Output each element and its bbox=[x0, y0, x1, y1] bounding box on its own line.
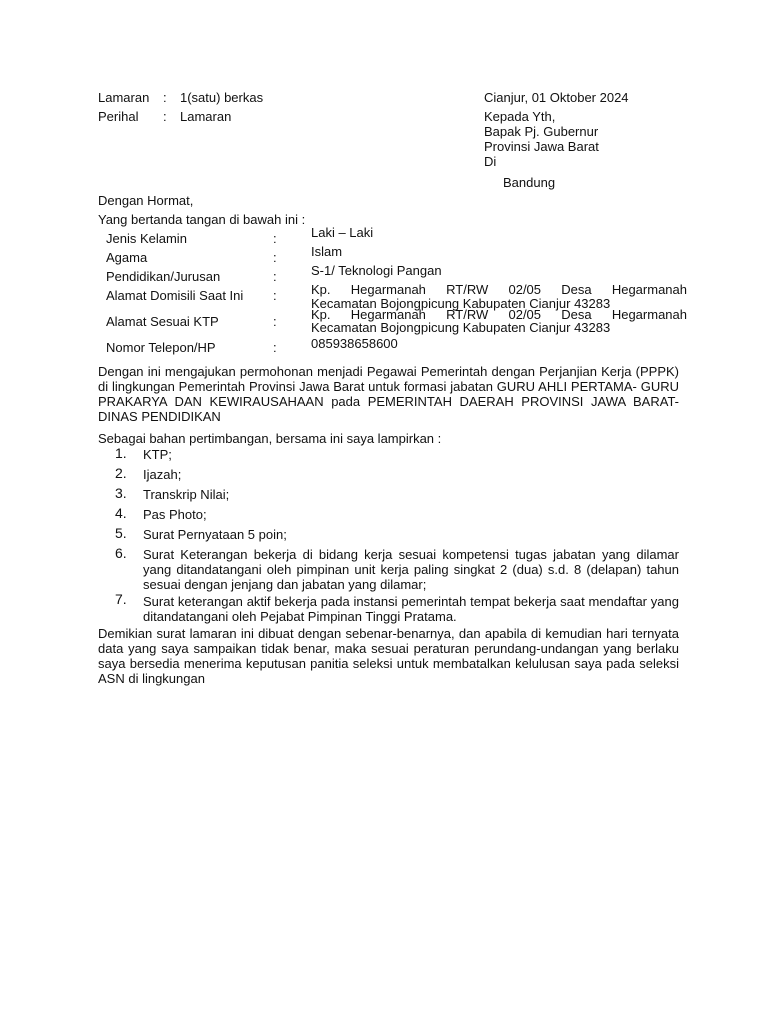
recipient-line: Bapak Pj. Gubernur bbox=[484, 124, 599, 139]
field-label: Jenis Kelamin bbox=[106, 231, 187, 246]
list-text: Pas Photo; bbox=[143, 507, 207, 522]
lamaran-value: 1(satu) berkas bbox=[180, 90, 264, 105]
intro-line: Yang bertanda tangan di bawah ini : bbox=[98, 212, 306, 227]
list-number: 7. bbox=[115, 591, 127, 607]
recipient-line: Di bbox=[484, 154, 497, 169]
field-label: Nomor Telepon/HP bbox=[106, 340, 216, 355]
field-value-line: Kp. Hegarmanah RT/RW 02/05 Desa Hegarmanah bbox=[311, 282, 687, 297]
field-value-line: Kecamatan Bojongpicung Kabupaten Cianjur 43283 bbox=[311, 296, 611, 311]
list-text: Surat keterangan aktif bekerja pada instansi pemerintah tempat bekerja saat mendaftar yang ditandatangani oleh Pejabat Pimpinan Tinggi Pratama. bbox=[143, 594, 679, 624]
body-paragraph: Dengan ini mengajukan permohonan menjadi Pegawai Pemerintah dengan Perjanjian Kerja (PPPK) di lingkungan Pemerintah Provinsi Jawa Barat untuk formasi jabatan GURU AHLI PERTAMA- GURU PRAKARYA DAN KEWIRAUSAHAAN pada PEMERINTAH DAERAH PROVINSI JAWA BARAT-DINAS PENDIDIKAN bbox=[98, 364, 679, 424]
list-number: 4. bbox=[115, 505, 127, 521]
field-colon: : bbox=[273, 314, 277, 329]
field-colon: : bbox=[273, 340, 277, 355]
list-number: 3. bbox=[115, 485, 127, 501]
field-colon: : bbox=[273, 288, 277, 303]
list-number: 6. bbox=[115, 545, 127, 561]
perihal-value: Lamaran bbox=[180, 109, 232, 124]
field-value: Laki – Laki bbox=[311, 225, 374, 240]
attachments-intro: Sebagai bahan pertimbangan, bersama ini saya lampirkan : bbox=[98, 431, 442, 446]
list-number: 5. bbox=[115, 525, 127, 541]
lamaran-colon: : bbox=[163, 90, 167, 105]
list-number: 1. bbox=[115, 445, 127, 461]
field-value: S-1/ Teknologi Pangan bbox=[311, 263, 442, 278]
field-label: Agama bbox=[106, 250, 148, 265]
list-text: Surat Keterangan bekerja di bidang kerja sesuai kompetensi tugas jabatan yang dilamar yang ditandatangani oleh pimpinan unit kerja paling singkat 2 (dua) s.d. 8 (delapan) tahun sesuai dengan jenjang dan jabatan yang dilamar; bbox=[143, 547, 679, 592]
letter-date: Cianjur, 01 Oktober 2024 bbox=[484, 90, 629, 105]
lamaran-label: Lamaran bbox=[98, 90, 150, 105]
field-colon: : bbox=[273, 250, 277, 265]
recipient-line: Kepada Yth, bbox=[484, 109, 556, 124]
perihal-colon: : bbox=[163, 109, 167, 124]
field-value-line: Kecamatan Bojongpicung Kabupaten Cianjur 43283 bbox=[311, 320, 611, 335]
field-label: Pendidikan/Jurusan bbox=[106, 269, 221, 284]
list-text: Ijazah; bbox=[143, 467, 182, 482]
recipient-line: Provinsi Jawa Barat bbox=[484, 139, 599, 154]
list-text: KTP; bbox=[143, 447, 172, 462]
closing-paragraph: Demikian surat lamaran ini dibuat dengan sebenar-benarnya, dan apabila di kemudian hari ternyata data yang saya sampaikan tidak benar, maka sesuai peraturan perundang-undangan yang berlaku saya bersedia menerima keputusan panitia seleksi untuk membatalkan kelulusan saya pada seleksi ASN di lingkungan bbox=[98, 626, 679, 686]
list-text: Surat Pernyataan 5 poin; bbox=[143, 527, 287, 542]
list-number: 2. bbox=[115, 465, 127, 481]
field-value: Islam bbox=[311, 244, 343, 259]
greeting: Dengan Hormat, bbox=[98, 193, 194, 208]
field-label: Alamat Sesuai KTP bbox=[106, 314, 219, 329]
perihal-label: Perihal bbox=[98, 109, 139, 124]
field-colon: : bbox=[273, 269, 277, 284]
field-colon: : bbox=[273, 231, 277, 246]
list-text: Transkrip Nilai; bbox=[143, 487, 230, 502]
recipient-city: Bandung bbox=[503, 175, 556, 190]
field-value: 085938658600 bbox=[311, 336, 398, 351]
field-value-line: Kp. Hegarmanah RT/RW 02/05 Desa Hegarmanah bbox=[311, 307, 687, 322]
field-label: Alamat Domisili Saat Ini bbox=[106, 288, 244, 303]
